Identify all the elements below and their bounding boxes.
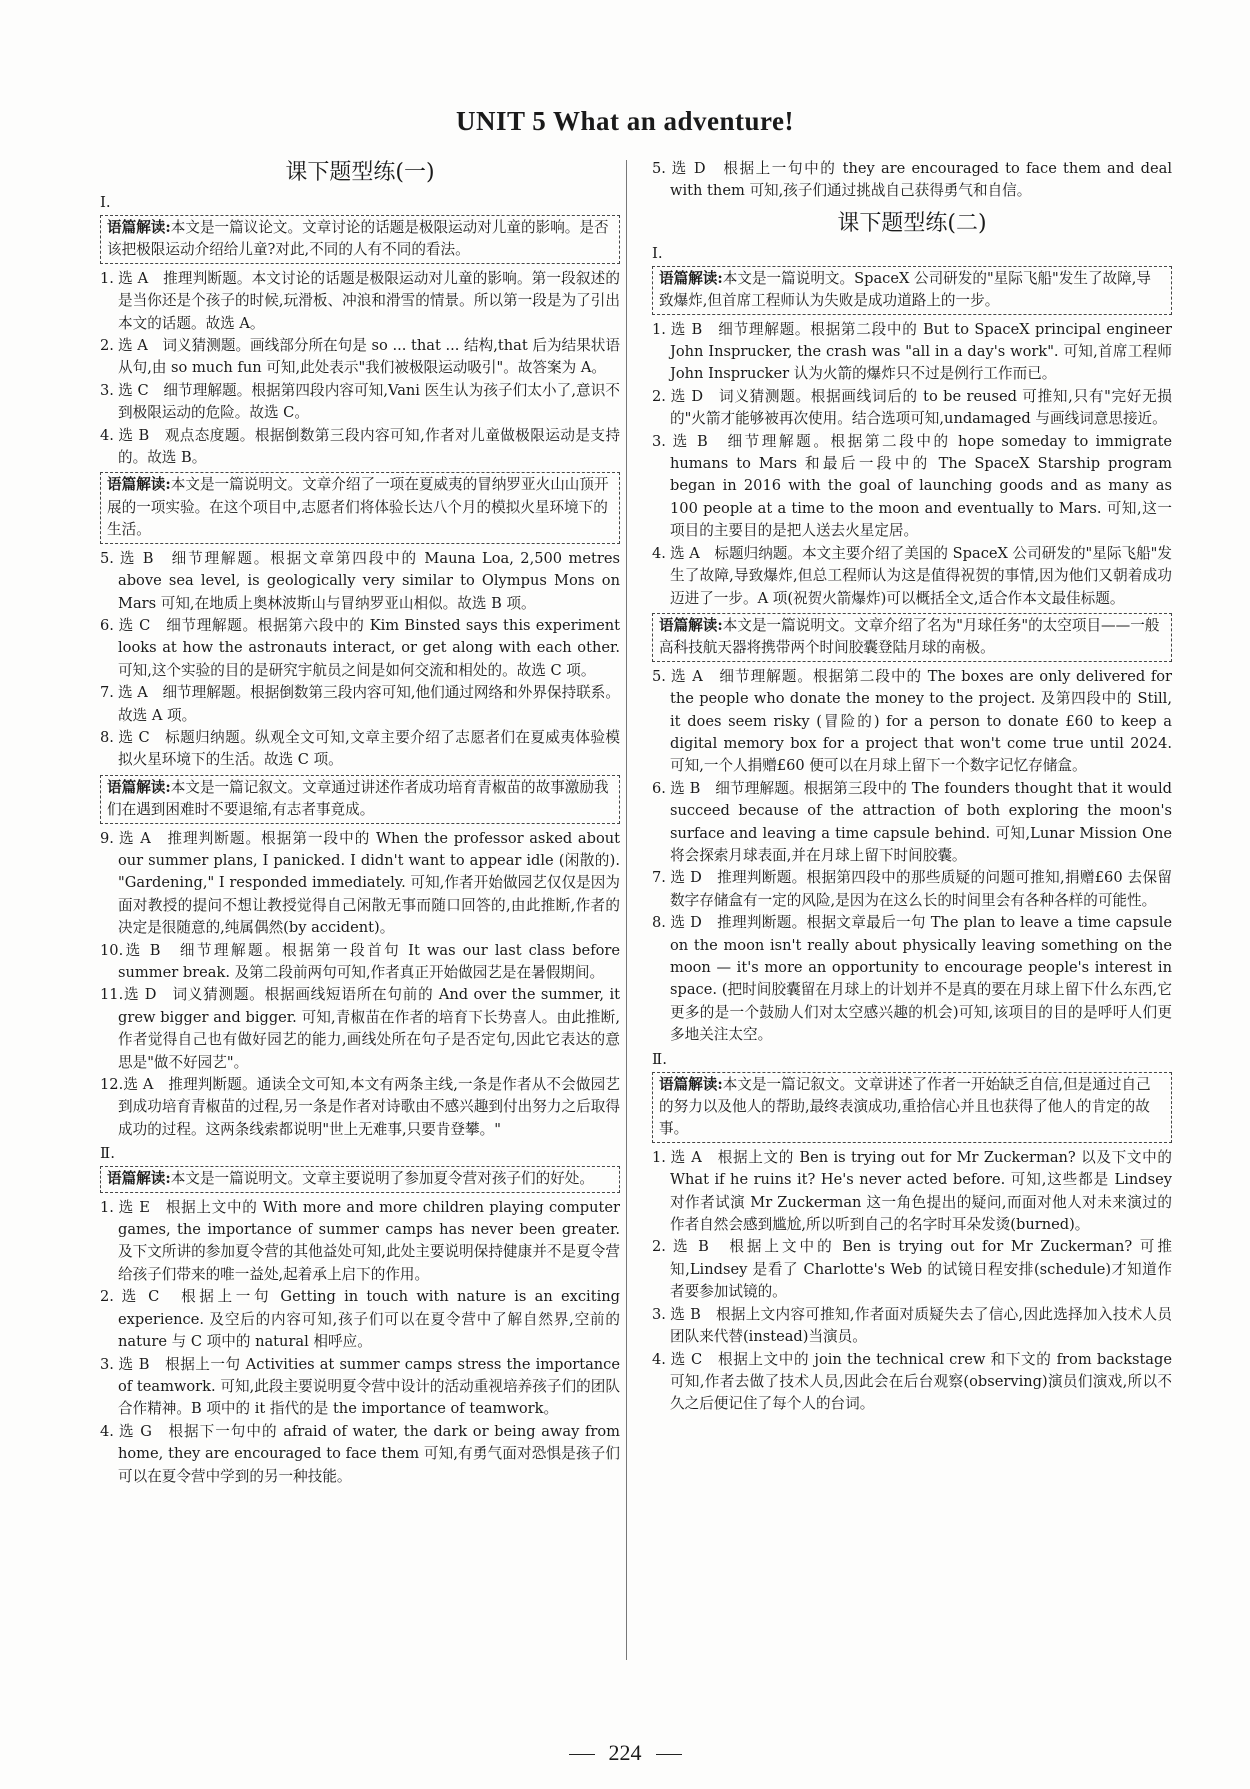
right-column: [652, 158, 1172, 1416]
section-title-left: 课下题型练(一): [285, 160, 435, 185]
left-blocks: [100, 192, 620, 1488]
answer-item: [100, 682, 620, 727]
answer-item: [100, 828, 620, 940]
answer-text: 选 B 细节理解题。根据第二段中的 But to SpaceX principal engineer John Insprucker, the crash was "all in a day's work". 可知,首席工程师 John Insprucker 认为火箭的爆炸只不过是例行工作而已。: [670, 320, 1172, 383]
answer-number: 12.: [100, 1076, 124, 1094]
analysis-label: 语篇解读:: [107, 778, 171, 796]
answer-number: 6.: [100, 616, 114, 634]
analysis-text: 本文是一篇说明文。文章介绍了一项在夏威夷的冒纳罗亚火山山顶开展的一项实验。在这个项目中,志愿者们将体验长达八个月的模拟火星环境下的生活。: [107, 476, 609, 539]
answer-text: 选 C 根据上一句 Getting in touch with nature is an exciting experience. 及空后的内容可知,孩子们可以在夏令营中了解自然界,空前的 nature 与 C 项中的 natural 相呼应。: [118, 1288, 620, 1351]
analysis-label: 语篇解读:: [107, 1170, 171, 1188]
answer-number: 8.: [652, 914, 666, 932]
answer-text: 选 C 细节理解题。根据第六段中的 Kim Binsted says this experiment looks at how the astronauts interact, or get along with each other. 可知,这个实验的目的是研究宇航员之间是如何交流和相处的。故选 C 项。: [118, 616, 620, 679]
answer-item: [652, 1147, 1172, 1237]
answer-number: 1.: [100, 1198, 114, 1216]
answer-text: 选 B 细节理解题。根据第二段中的 hope someday to immigrate humans to Mars 和最后一段中的 The SpaceX Starship program began in 2016 with the goal of launching goods and as many as 100 people at a time to the moon and eventually to Mars. 可知,这一项目的主要目的是把人送去火星定居。: [670, 432, 1172, 540]
answer-number: 5.: [652, 667, 666, 685]
answer-item: [652, 319, 1172, 386]
answer-item: [652, 666, 1172, 778]
answer-text: 选 G 根据下一句中的 afraid of water, the dark or being away from home, they are encouraged to face them 可知,有勇气面对恐惧是孩子们可以在夏令营中学到的另一种技能。: [118, 1422, 620, 1485]
answer-item: [652, 158, 1172, 203]
answer-number: 7.: [100, 684, 114, 702]
analysis-text: 本文是一篇说明文。文章主要说明了参加夏令营对孩子们的好处。: [170, 1170, 594, 1188]
right-blocks: [652, 243, 1172, 1416]
analysis-label: 语篇解读:: [659, 269, 723, 287]
answer-text: 选 A 细节理解题。根据第二段中的 The boxes are only delivered for the people who donate the money to the project. 及第四段中的 Still, it does seem risky (冒险的) for a person to donate £60 to keep a digital memory box for a project that won't come true until 2024. 可知,一个人捐赠£60 便可以在月球上留下一个数字记忆存储盒。: [670, 667, 1172, 775]
answer-number: 7.: [652, 869, 666, 887]
answer-item: [652, 1236, 1172, 1303]
answer-number: 4.: [652, 544, 666, 562]
unit-title: UNIT 5 What an adventure!: [455, 106, 795, 136]
answer-number: 2.: [100, 337, 114, 355]
answer-item: [100, 727, 620, 772]
answer-text: 选 B 根据上一句 Activities at summer camps stress the importance of teamwork. 可知,此段主要说明夏令营中设计的活动重视培养孩子们的团队合作精神。B 项中的 it 指代的是 the importance of teamwork。: [118, 1355, 620, 1418]
answer-number: 4.: [652, 1350, 666, 1368]
answer-number: 6.: [652, 779, 666, 797]
answer-number: 5.: [100, 549, 114, 567]
answer-number: 3.: [100, 1355, 114, 1373]
answer-text: 选 C 细节理解题。根据第四段内容可知,Vani 医生认为孩子们太小了,意识不到极限运动的危险。故选 C。: [118, 381, 620, 422]
roman-numeral: Ⅰ.: [100, 193, 111, 211]
answer-text: 选 C 标题归纳题。纵观全文可知,文章主要介绍了志愿者们在夏威夷体验模拟火星环境下的生活。故选 C 项。: [118, 728, 620, 769]
answer-text: 选 B 根据上文内容可推知,作者面对质疑失去了信心,因此选择加入技术人员团队来代替(instead)当演员。: [670, 1305, 1172, 1346]
answer-number: 2.: [652, 1238, 666, 1256]
answer-text: 选 B 根据上文中的 Ben is trying out for Mr Zuckerman? 可推知,Lindsey 是看了 Charlotte's Web 的试镜日程安排(schedule)才知道作者要参加试镜的。: [670, 1238, 1172, 1301]
analysis-text: 本文是一篇说明文。文章介绍了名为"月球任务"的太空项目——一般高科技航天器将携带两个时间胶囊登陆月球的南极。: [659, 616, 1160, 657]
passage-analysis-box: [100, 472, 620, 543]
answer-number: 4.: [100, 426, 114, 444]
answer-number: 1.: [652, 1148, 666, 1166]
answer-item: [100, 335, 620, 380]
answer-number: 3.: [100, 381, 114, 399]
answer-item: [100, 984, 620, 1074]
answer-text: 选 B 细节理解题。根据第三段中的 The founders thought that it would succeed because of the attraction of both exploring the moon's surface and leaving a time capsule behind. 可知,Lunar Mission One 将会探索月球表面,并在月球上留下时间胶囊。: [670, 779, 1172, 864]
footer-dash-left: [569, 1754, 595, 1755]
answer-item: [652, 386, 1172, 431]
analysis-text: 本文是一篇议论文。文章讨论的话题是极限运动对儿童的影响。是否该把极限运动介绍给儿童?对此,不同的人有不同的看法。: [107, 219, 609, 259]
answer-number: 4.: [100, 1422, 114, 1440]
answer-number: 1.: [652, 320, 666, 338]
section-title-right: 课下题型练(二): [837, 210, 987, 236]
answer-item: [100, 940, 620, 985]
answer-number: 1.: [100, 269, 114, 287]
page-number: 224: [608, 1740, 642, 1765]
answer-text: 选 B 细节理解题。根据第一段首句 It was our last class before summer break. 及第二段前两句可知,作者真正开始做园艺是在暑假期间。: [118, 941, 620, 981]
answer-text: 选 D 词义猜测题。根据画线词后的 to be reused 可推知,只有"完好无损的"火箭才能够被再次使用。结合选项可知,undamaged 与画线词意思接近。: [670, 387, 1172, 428]
answer-text: 选 A 细节理解题。根据倒数第三段内容可知,他们通过网络和外界保持联系。故选 A 项。: [118, 684, 620, 724]
answer-text: 选 A 标题归纳题。本文主要介绍了美国的 SpaceX 公司研发的"星际飞船"发生了故障,导致爆炸,但总工程师认为这是值得祝贺的事情,因为他们又朝着成功迈进了一步。A 项(祝贺火箭爆炸)可以概括全文,适合作本文最佳标题。: [670, 544, 1172, 607]
passage-analysis-box: [652, 1072, 1172, 1143]
answer-text: 选 A 推理判断题。根据第一段中的 When the professor asked about our summer plans, I panicked. I didn't want to appear idle (闲散的). "Gardening," I responded immediately. 可知,作者开始做园艺仅仅是因为面对教授的提问不想让教授觉得自己闲散无事而随口回答的,由此推断,作者的决定是很随意的,纯属偶然(by accident)。: [118, 829, 620, 937]
analysis-text: 本文是一篇记叙文。文章通过讲述作者成功培育青椒苗的故事激励我们在遇到困难时不要退缩,有志者事竟成。: [107, 778, 609, 819]
answer-text: 选 A 推理判断题。通读全文可知,本文有两条主线,一条是作者从不会做园艺到成功培育青椒苗的过程,另一条是作者对诗歌由不感兴趣到付出努力之后取得成功的过程。这两条线索都说明"世上无难事,只要肯登攀。": [118, 1076, 620, 1138]
answer-text: 选 D 推理判断题。根据第四段中的那些质疑的问题可推知,捐赠£60 去保留数字存储盒有一定的风险,是因为在这么长的时间里会有各种各样的可能性。: [670, 869, 1172, 909]
analysis-label: 语篇解读:: [107, 219, 171, 236]
answer-item: [100, 615, 620, 682]
passage-analysis-box: [100, 1166, 620, 1192]
answer-item: [100, 1354, 620, 1421]
answer-text: 选 B 观点态度题。根据倒数第三段内容可知,作者对儿童做极限运动是支持的。故选 B。: [118, 426, 620, 467]
answer-item: [652, 543, 1172, 610]
answer-number: 5.: [652, 160, 666, 177]
answer-number: 2.: [100, 1288, 114, 1306]
passage-analysis-box: [100, 775, 620, 824]
analysis-label: 语篇解读:: [659, 1075, 723, 1093]
answer-item: [652, 1349, 1172, 1416]
answer-item: [100, 425, 620, 470]
answer-item: [652, 1304, 1172, 1349]
analysis-text: 本文是一篇记叙文。文章讲述了作者一开始缺乏自信,但是通过自己的努力以及他人的帮助,最终表演成功,重拾信心并且也获得了他人的肯定的故事。: [659, 1075, 1151, 1138]
answer-item: [100, 1286, 620, 1353]
roman-numeral: Ⅱ.: [652, 1049, 667, 1068]
analysis-label: 语篇解读:: [659, 616, 723, 634]
answer-text: 选 B 细节理解题。根据文章第四段中的 Mauna Loa, 2,500 metres above sea level, is geologically very similar to Olympus Mons on Mars 可知,在地质上奥林波斯山与冒纳罗亚山相似。故选 B 项。: [118, 549, 620, 612]
answer-item: [100, 1074, 620, 1141]
answer-item: [652, 778, 1172, 868]
footer-dash-right: [656, 1754, 682, 1755]
answer-text: 选 D 根据上一句中的 they are encouraged to face them and deal with them 可知,孩子们通过挑战自己获得勇气和自信。: [670, 160, 1172, 200]
analysis-label: 语篇解读:: [107, 476, 171, 494]
answer-item: [100, 380, 620, 425]
answer-number: 11.: [100, 986, 124, 1004]
analysis-text: 本文是一篇说明文。SpaceX 公司研发的"星际飞船"发生了故障,导致爆炸,但首席工程师认为失败是成功道路上的一步。: [659, 269, 1151, 310]
answer-text: 选 A 词义猜测题。画线部分所在句是 so ... that ... 结构,that 后为结果状语从句,由 so much fun 可知,此处表示"我们被极限运动吸引"。故答案为 A。: [118, 337, 620, 377]
answer-text: 选 A 推理判断题。本文讨论的话题是极限运动对儿童的影响。第一段叙述的是当你还是个孩子的时候,玩滑板、冲浪和滑雪的情景。所以第一段是为了引出本文的话题。故选 A。: [118, 269, 620, 332]
answer-item: [652, 912, 1172, 1046]
column-divider: [626, 160, 627, 1660]
answer-item: [652, 431, 1172, 543]
answer-item: [100, 1197, 620, 1287]
answer-text: 选 D 推理判断题。根据文章最后一句 The plan to leave a time capsule on the moon isn't really about physically leaving something on the moon — it's more an opportunity to encourage people's interest in space. (把时间胶囊留在月球上的计划并不是真的要在月球上留下什么东西,它更多的是一个鼓励人们对太空感兴趣的机会)可知,该项目的目的是呼吁人们更多地关注太空。: [670, 914, 1172, 1044]
roman-numeral: Ⅰ.: [652, 243, 663, 262]
passage-analysis-box: [652, 266, 1172, 315]
answer-item: [100, 1421, 620, 1488]
answer-number: 10.: [100, 941, 124, 959]
answer-item: [652, 867, 1172, 912]
answer-item: [100, 268, 620, 335]
answer-text: 选 E 根据上文中的 With more and more children playing computer games, the importance of summer camps has never been greater. 及下文所讲的参加夏令营的其他益处可知,此处主要说明保持健康并不是夏令营给孩子们带来的唯一益处,起着承上启下的作用。: [118, 1198, 620, 1283]
answer-number: 3.: [652, 432, 666, 450]
answer-number: 2.: [652, 387, 666, 405]
answer-text: 选 A 根据上文的 Ben is trying out for Mr Zuckerman? 以及下文中的 What if he ruins it? He's never acted before. 可知,这些都是 Lindsey 对作者试演 Mr Zuckerman 这一角色提出的疑问,而面对他人对未来演过的作者自然会感到尴尬,所以听到自己的名字时耳朵发烫(burned)。: [670, 1148, 1172, 1234]
answer-number: 3.: [652, 1305, 666, 1323]
answer-item: [100, 548, 620, 615]
passage-analysis-box: [100, 215, 620, 264]
answer-text: 选 C 根据上文中的 join the technical crew 和下文的 from backstage 可知,作者去做了技术人员,因此会在后台观察(observing)演员们演戏,所以不久之后便记住了每个人的台词。: [670, 1350, 1172, 1413]
page-number-footer: [0, 1740, 1250, 1766]
answer-number: 8.: [100, 728, 114, 746]
right-top-items: [652, 158, 1172, 203]
answer-text: 选 D 词义猜测题。根据画线短语所在句前的 And over the summer, it grew bigger and bigger. 可知,青椒苗在作者的培育下长势喜人。由此推断,作者觉得自己也有做好园艺的能力,画线处所在句子是否定句,因此它表达的意思是"做不好园艺"。: [118, 986, 620, 1071]
left-column: [100, 158, 620, 1488]
roman-numeral: Ⅱ.: [100, 1144, 115, 1163]
answer-number: 9.: [100, 829, 114, 847]
passage-analysis-box: [652, 613, 1172, 662]
